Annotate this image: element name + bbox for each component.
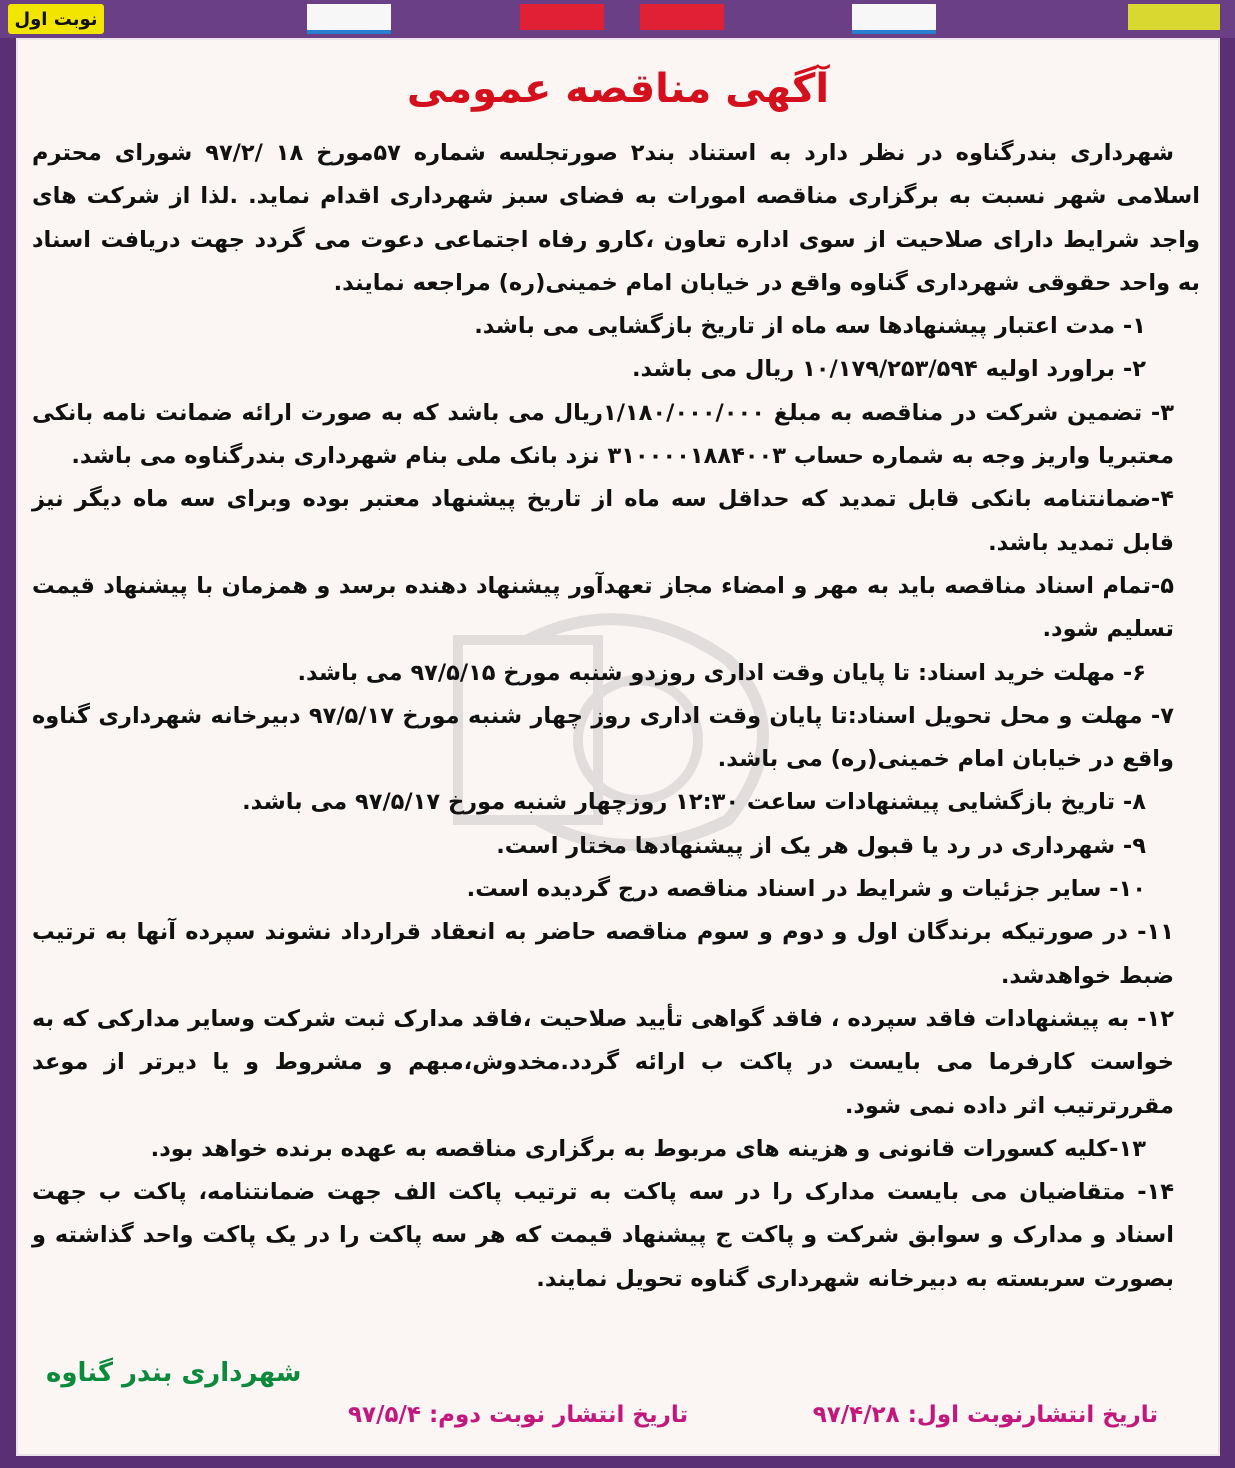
- signature-municipality: شهرداری بندر گناوه: [46, 1358, 302, 1388]
- item-1: ۱- مدت اعتبار پیشنهادها سه ماه از تاریخ بازگشایی می باشد.: [474, 313, 1146, 340]
- item-12: ۱۲- به پیشنهادات فاقد سپرده ، فاقد گواهی تأیید صلاحیت ،فاقد مدارک ثبت شرکت وسایر مدارکی که به خواست کارفرما می بایست در پاکت ب ارائه گردد.مخدوش،مبهم و مشروط و یا دیرتر از موعد مقررترتیب اثر داده نمی شود.: [32, 1005, 1174, 1119]
- item-5: ۵-تمام اسناد مناقصه باید به مهر و امضاء مجاز تعهدآور پیشنهاد دهنده برسد و همزمان با پیشنهاد قیمت تسلیم شود.: [32, 572, 1174, 643]
- item-6: ۶- مهلت خرید اسناد: تا پایان وقت اداری روزدو شنبه مورخ ۹۷/۵/۱۵ می باشد.: [297, 659, 1146, 686]
- publish-date-first: تاریخ انتشارنوبت اول: ۹۷/۴/۲۸: [812, 1402, 1158, 1428]
- item-7: ۷- مهلت و محل تحویل اسناد:تا پایان وقت اداری روز چهار شنبه مورخ ۹۷/۵/۱۷ دبیرخانه شهرداری گناوه واقع در خیابان امام خمینی(ره) می باشد.: [32, 702, 1174, 773]
- notice-body: [32, 132, 1200, 1301]
- intro-paragraph: شهرداری بندرگناوه در نظر دارد به استناد بند۲ صورتجلسه شماره ۵۷مورخ ۱۸ /۹۷/۲ شورای محترم اسلامی شهر نسبت به برگزاری مناقصه امورات به فضای سبز شهرداری اقدام نماید. .لذا از شرکت های واجد شرایط دارای صلاحیت از سوی اداره تعاون ،کارو رفاه اجتماعی دعوت می گردد جهت دریافت اسناد به واحد حقوقی شهرداری گناوه واقع در خیابان امام خمینی(ره) مراجعه نمایند.: [32, 140, 1200, 296]
- swatch-red-2: [640, 4, 724, 30]
- tender-notice: [16, 38, 1220, 1456]
- item-2: ۲- براورد اولیه ۱۰/۱۷۹/۲۵۳/۵۹۴ ریال می باشد.: [631, 356, 1146, 383]
- swatch-red-1: [520, 4, 604, 30]
- swatch-white-1: [307, 4, 391, 34]
- item-13: ۱۳-کلیه کسورات قانونی و هزینه های مربوط به برگزاری مناقصه به عهده برنده خواهد بود.: [150, 1135, 1146, 1162]
- item-14: ۱۴- متقاضیان می بایست مدارک را در سه پاکت به ترتیب پاکت الف جهت ضمانتنامه، پاکت ب جهت اسناد و مدارک و سوابق شرکت و پاکت ج پیشنهاد قیمت که هر سه پاکت را در یک پاکت واحد گذاشته و بصورت سربسته به دبیرخانه شهرداری گناوه تحویل نمایند.: [32, 1179, 1174, 1292]
- item-11: ۱۱- در صورتیکه برندگان اول و دوم و سوم مناقصه حاضر به انعقاد قرارداد نشوند سپرده آنها به ترتیب ضبط خواهدشد.: [32, 919, 1174, 989]
- top-color-strip: [0, 0, 1235, 38]
- item-10: ۱۰- سایر جزئیات و شرایط در اسناد مناقصه درج گردیده است.: [466, 876, 1146, 903]
- item-8: ۸- تاریخ بازگشایی پیشنهادات ساعت ۱۲:۳۰ روزچهار شنبه مورخ ۹۷/۵/۱۷ می باشد.: [242, 789, 1146, 816]
- notice-title: آگهی مناقصه عمومی: [406, 66, 830, 112]
- item-9: ۹- شهرداری در رد یا قبول هر یک از پیشنهادها مختار است.: [496, 832, 1146, 859]
- item-3: ۳- تضمین شرکت در مناقصه به مبلغ ۱/۱۸۰/۰۰۰/۰۰۰ریال می باشد که به صورت ارائه ضمانت نامه بانکی معتبریا واریز وجه به شماره حساب ۳۱۰۰۰۰۱۸۸۴۰۰۳ نزد بانک ملی بنام شهرداری بندرگناوه می باشد.: [32, 399, 1175, 470]
- publish-date-second: تاریخ انتشار نوبت دوم: ۹۷/۵/۴: [348, 1402, 689, 1428]
- edition-badge: نوبت اول: [8, 4, 104, 34]
- swatch-yellow: [1128, 4, 1220, 30]
- swatch-white-2: [852, 4, 936, 34]
- item-4: ۴-ضمانتنامه بانکی قابل تمدید که حداقل سه ماه از تاریخ پیشنهاد معتبر بوده وبرای سه ماه دیگر نیز قابل تمدید باشد.: [32, 486, 1174, 556]
